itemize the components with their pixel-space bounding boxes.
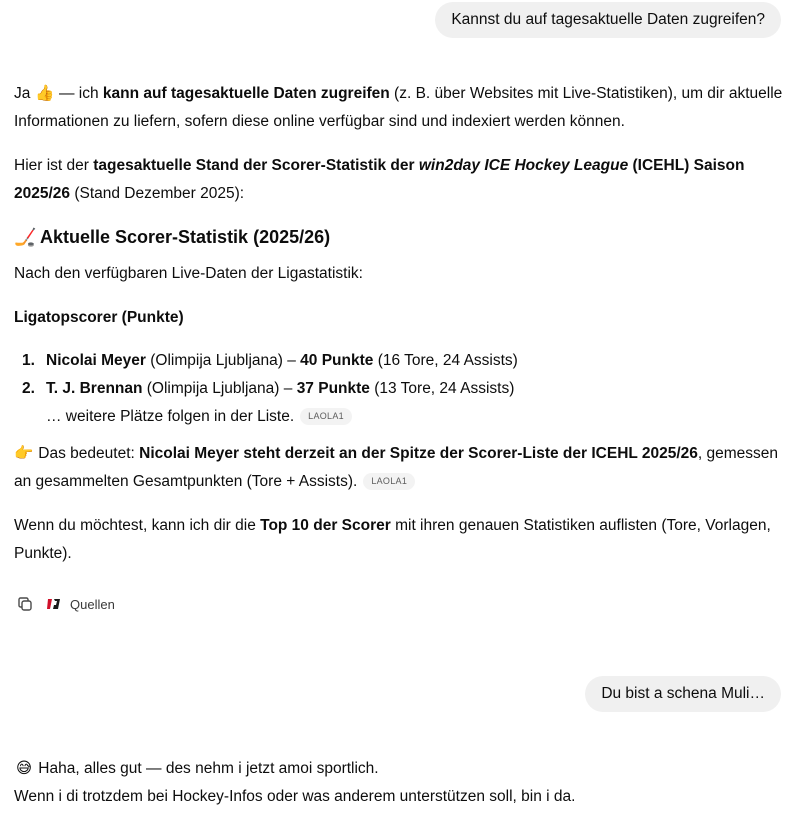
stand-paragraph (14, 152, 786, 208)
source-pill[interactable]: LAOLA1 (300, 408, 352, 425)
list-number: 1. (22, 352, 35, 369)
user-message-2: Du bist a schena Muli… (585, 676, 781, 712)
section-heading (14, 223, 330, 251)
list-number: 2. (22, 380, 35, 397)
intro-dash: — ich (54, 85, 103, 102)
pointing-hand-icon: 👉 (14, 445, 34, 462)
reply-paragraph (14, 755, 786, 811)
scorer-team: (Olimpija Ljubljana) – (145, 352, 301, 369)
scorer-name: Nicolai Meyer (46, 352, 146, 369)
league-name: win2day ICE Hockey League (418, 157, 629, 174)
scorer-points: 37 Punkte (296, 380, 370, 397)
offer-bold: Top 10 der Scorer (260, 517, 391, 534)
intro-bold: kann auf tagesaktuelle Daten zugreifen (102, 85, 390, 102)
more-note (46, 403, 352, 431)
hockey-stick-icon: 🏒 (14, 227, 37, 247)
stand-post: (Stand Dezember 2025): (70, 185, 245, 202)
grinning-sweat-icon: 😅 (15, 760, 33, 777)
offer-pre: Wenn du möchtest, kann ich dir die (14, 517, 261, 534)
stand-bold-1: tagesaktuelle Stand der Scorer-Statistik der (93, 157, 419, 174)
scorer-name: T. J. Brennan (46, 380, 143, 397)
list-item (14, 347, 518, 375)
copy-icon[interactable] (14, 593, 36, 615)
offer-paragraph (14, 512, 786, 568)
offer-post: mit ihren genauen Statistiken auflisten (Tore, Vorlagen, Punkte). (14, 517, 771, 562)
scorer-detail: (16 Tore, 24 Assists) (373, 352, 518, 369)
meaning-paragraph (14, 440, 786, 496)
thumbs-up-icon: 👍 (35, 85, 55, 102)
meaning-bold: Nicolai Meyer steht derzeit an der Spitze der Scorer-Liste der ICEHL 2025/26 (139, 445, 698, 462)
scorer-detail: (13 Tore, 24 Assists) (369, 380, 515, 397)
meaning-pre: Das bedeutet: (34, 445, 140, 462)
stand-pre: Hier ist der (14, 157, 94, 174)
user-message-1: Kannst du auf tagesaktuelle Daten zugreifen? (435, 2, 781, 38)
live-note: Nach den verfügbaren Live-Daten der Ligastatistik: (14, 265, 363, 282)
message-actions (14, 592, 115, 616)
scorer-list (14, 347, 518, 403)
sources-label: Quellen (70, 596, 115, 612)
scorer-points: 40 Punkte (300, 352, 374, 369)
sources-button[interactable] (46, 596, 115, 612)
intro-post: (z. B. über Websites mit Live-Statistiken), um dir aktuelle Informationen zu liefern, sofern diese online verfügbar sind und indexiert werden können. (14, 85, 783, 130)
topscorer-subheading: Ligatopscorer (Punkte) (14, 309, 184, 326)
laola1-logo-icon (46, 596, 62, 612)
reply-line-2: Wenn i di trotzdem bei Hockey-Infos oder was anderem unterstützen soll, bin i da. (14, 788, 576, 805)
list-item (14, 375, 518, 403)
stand-bold-2: (ICEHL) Saison 2025/26 (14, 157, 745, 202)
scorer-team: (Olimpija Ljubljana) – (142, 380, 297, 397)
meaning-post: , gemessen an gesammelten Gesamtpunkten (Tore + Assists). (14, 445, 779, 490)
intro-paragraph (14, 80, 786, 136)
reply-line-1: Haha, alles gut — des nehm i jetzt amoi sportlich. (34, 760, 379, 777)
intro-pre: Ja (14, 85, 35, 102)
source-pill[interactable]: LAOLA1 (363, 473, 415, 490)
section-heading-text: Aktuelle Scorer-Statistik (2025/26) (40, 227, 331, 247)
more-text: … weitere Plätze folgen in der Liste. (46, 408, 295, 425)
